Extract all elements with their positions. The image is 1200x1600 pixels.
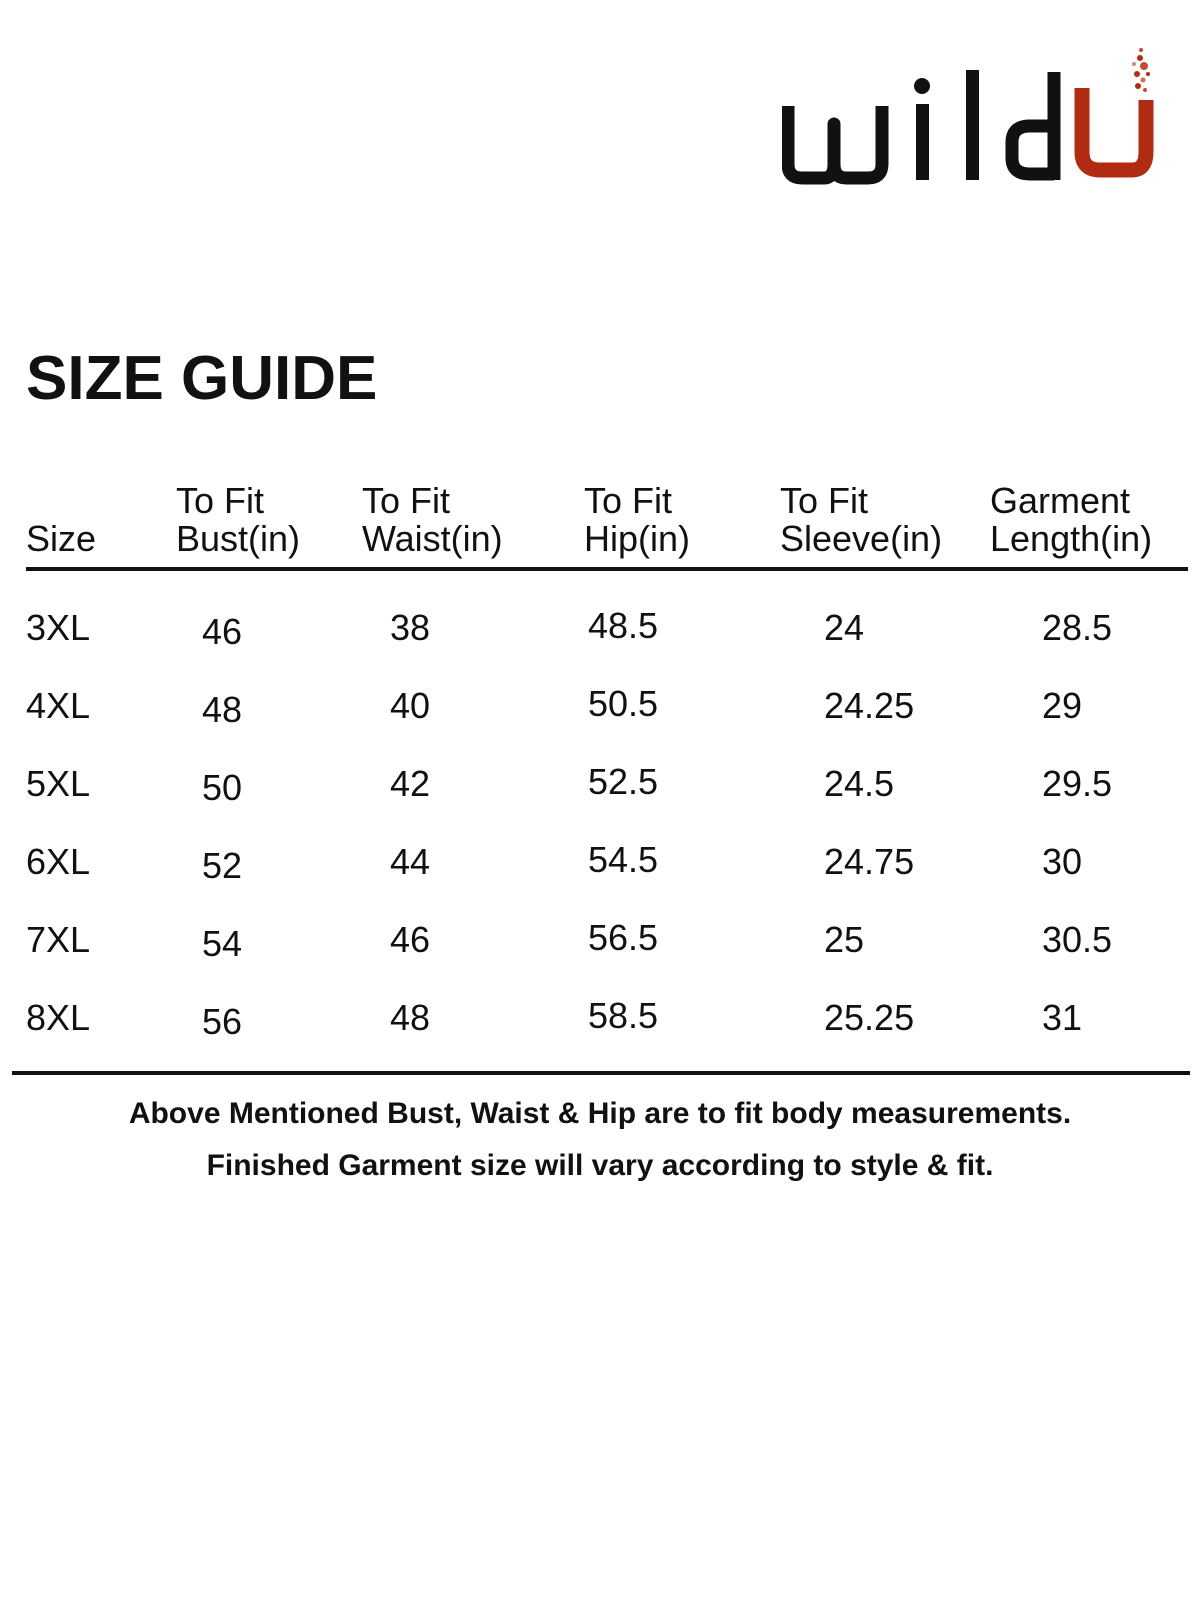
cell-sleeve: 24.75 [824, 841, 915, 882]
cell-size: 6XL [26, 841, 91, 882]
cell-waist: 38 [390, 607, 431, 648]
cell-hip: 58.5 [588, 995, 659, 1036]
cell-hip: 54.5 [588, 839, 659, 880]
cell-bust: 56 [202, 1001, 243, 1042]
logo-splatter [1132, 48, 1150, 92]
cell-bust: 52 [202, 845, 243, 886]
header-line-2: Waist(in) [362, 518, 503, 559]
cell-hip: 48.5 [588, 605, 659, 646]
cell-hip: 50.5 [588, 683, 659, 724]
cell-size: 5XL [26, 763, 91, 804]
table-row [0, 918, 1200, 978]
logo-letter-i-stem [916, 104, 929, 180]
table-row [0, 684, 1200, 744]
cell-garment-length: 28.5 [1042, 607, 1113, 648]
cell-sleeve: 24.25 [824, 685, 915, 726]
header-line-1: Garment [990, 480, 1131, 521]
cell-garment-length: 30 [1042, 841, 1083, 882]
cell-size: 3XL [26, 607, 91, 648]
header-line-1: To Fit [780, 480, 869, 521]
brand-logo [782, 40, 1182, 200]
logo-letter-w [788, 106, 882, 178]
cell-sleeve: 24.5 [824, 763, 895, 804]
header-waist [362, 482, 503, 558]
header-size [26, 482, 96, 558]
page-title: SIZE GUIDE [26, 344, 378, 413]
cell-hip: 52.5 [588, 761, 659, 802]
cell-bust: 48 [202, 689, 243, 730]
cell-hip: 56.5 [588, 917, 659, 958]
header-sleeve [780, 482, 942, 558]
logo-letter-u [1082, 88, 1146, 170]
cell-waist: 42 [390, 763, 431, 804]
table-bottom-divider [12, 1071, 1190, 1075]
table-row [0, 762, 1200, 822]
header-line-2: Hip(in) [584, 518, 691, 559]
header-line-2: Length(in) [990, 518, 1153, 559]
cell-sleeve: 25.25 [824, 997, 915, 1038]
cell-garment-length: 29.5 [1042, 763, 1113, 804]
cell-bust: 46 [202, 611, 243, 652]
header-line-1 [26, 482, 96, 520]
header-hip [584, 482, 690, 558]
header-line-1: To Fit [584, 480, 673, 521]
logo-letter-d [1012, 72, 1054, 180]
cell-waist: 40 [390, 685, 431, 726]
cell-garment-length: 31 [1042, 997, 1083, 1038]
cell-size: 8XL [26, 997, 91, 1038]
cell-waist: 46 [390, 919, 431, 960]
cell-sleeve: 25 [824, 919, 865, 960]
header-bust [176, 482, 300, 558]
cell-size: 7XL [26, 919, 91, 960]
cell-waist: 44 [390, 841, 431, 882]
header-line-2: Sleeve(in) [780, 518, 943, 559]
cell-garment-length: 29 [1042, 685, 1083, 726]
header-line-2: Bust(in) [176, 518, 301, 559]
header-line-2: Size [26, 518, 97, 559]
table-row [0, 996, 1200, 1056]
cell-bust: 50 [202, 767, 243, 808]
logo-letter-i-dot [914, 78, 930, 94]
cell-size: 4XL [26, 685, 91, 726]
table-row [0, 840, 1200, 900]
cell-sleeve: 24 [824, 607, 865, 648]
header-line-1: To Fit [176, 480, 265, 521]
wild-u-logo-graphic [782, 40, 1182, 200]
garment-size-note: Finished Garment size will vary according to style & fit. [206, 1149, 994, 1182]
cell-garment-length: 30.5 [1042, 919, 1113, 960]
header-line-1: To Fit [362, 480, 451, 521]
table-row [0, 606, 1200, 666]
fit-note: Above Mentioned Bust, Waist & Hip are to fit body measurements. [128, 1097, 1072, 1130]
header-garment-length [990, 482, 1152, 558]
logo-letter-l [966, 70, 979, 180]
cell-waist: 48 [390, 997, 431, 1038]
cell-bust: 54 [202, 923, 243, 964]
header-divider [26, 567, 1188, 571]
